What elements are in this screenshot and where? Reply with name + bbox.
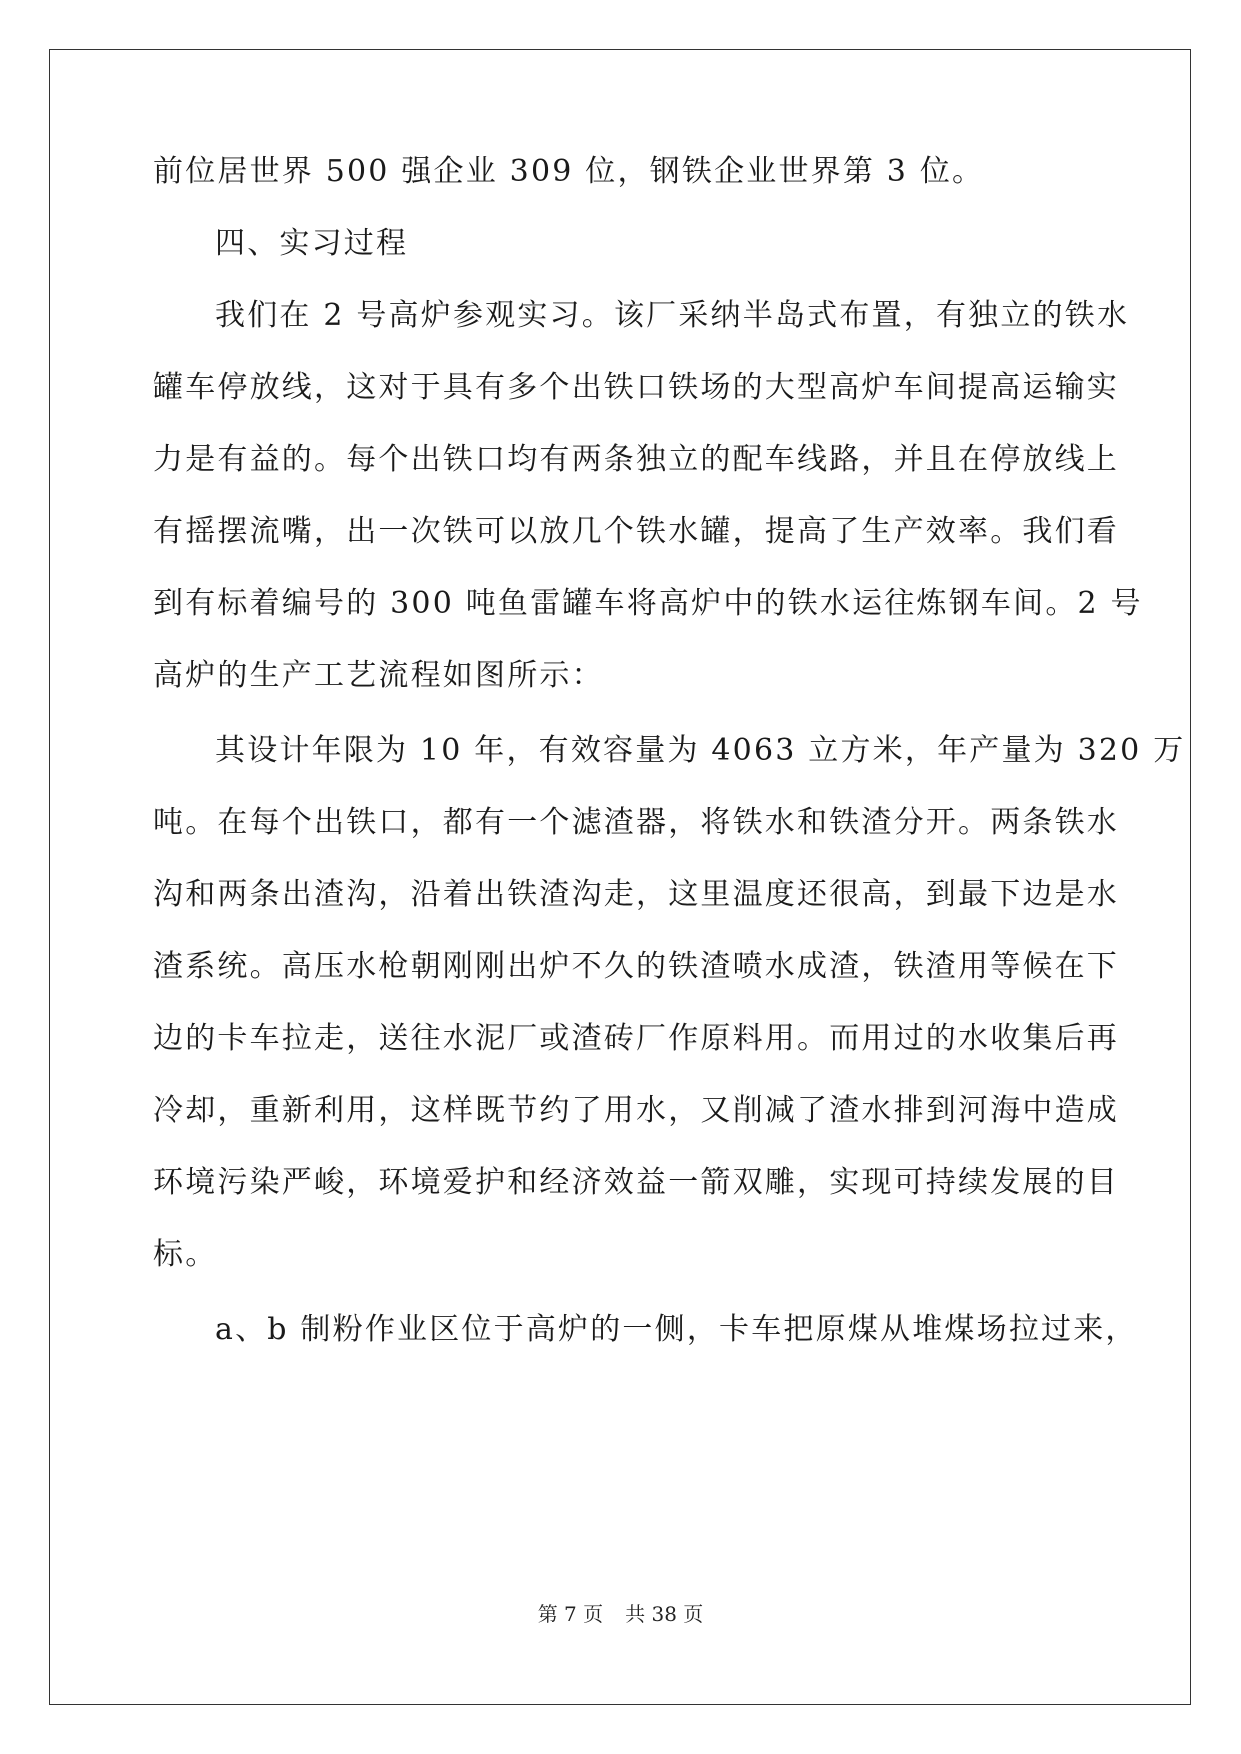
text-line: 罐车停放线，这对于具有多个出铁口铁场的大型高炉车间提高运输实 xyxy=(153,370,1119,405)
text-line: 吨。在每个出铁口，都有一个滤渣器，将铁水和铁渣分开。两条铁水 xyxy=(153,805,1119,840)
text-line: 边的卡车拉走，送往水泥厂或渣砖厂作原料用。而用过的水收集后再 xyxy=(153,1021,1119,1056)
page-footer xyxy=(0,1601,1241,1627)
text-line: a、b 制粉作业区位于高炉的一侧，卡车把原煤从堆煤场拉过来， xyxy=(215,1312,1138,1347)
text-line: 力是有益的。每个出铁口均有两条独立的配车线路，并且在停放线上 xyxy=(153,442,1119,477)
section-heading: 四、实习过程 xyxy=(215,226,409,261)
text-line: 环境污染严峻，环境爱护和经济效益一箭双雕，实现可持续发展的目 xyxy=(153,1165,1119,1200)
text-line: 标。 xyxy=(153,1237,218,1272)
text-line: 前位居世界 500 强企业 309 位，钢铁企业世界第 3 位。 xyxy=(153,154,985,189)
page-number: 第 7 页 xyxy=(537,1602,604,1626)
text-line: 冷却，重新利用，这样既节约了用水，又削减了渣水排到河海中造成 xyxy=(153,1093,1119,1128)
text-line: 到有标着编号的 300 吨鱼雷罐车将高炉中的铁水运往炼钢车间。2 号 xyxy=(153,586,1143,621)
page-total: 共 38 页 xyxy=(625,1602,704,1626)
text-line: 有摇摆流嘴，出一次铁可以放几个铁水罐，提高了生产效率。我们看 xyxy=(153,514,1119,549)
text-line: 沟和两条出渣沟，沿着出铁渣沟走，这里温度还很高，到最下边是水 xyxy=(153,877,1119,912)
text-line: 其设计年限为 10 年，有效容量为 4063 立方米，年产量为 320 万 xyxy=(215,733,1186,768)
text-line: 高炉的生产工艺流程如图所示： xyxy=(153,658,604,693)
text-line: 我们在 2 号高炉参观实习。该厂采纳半岛式布置，有独立的铁水 xyxy=(215,298,1130,333)
text-line: 渣系统。高压水枪朝刚刚出炉不久的铁渣喷水成渣，铁渣用等候在下 xyxy=(153,949,1119,984)
